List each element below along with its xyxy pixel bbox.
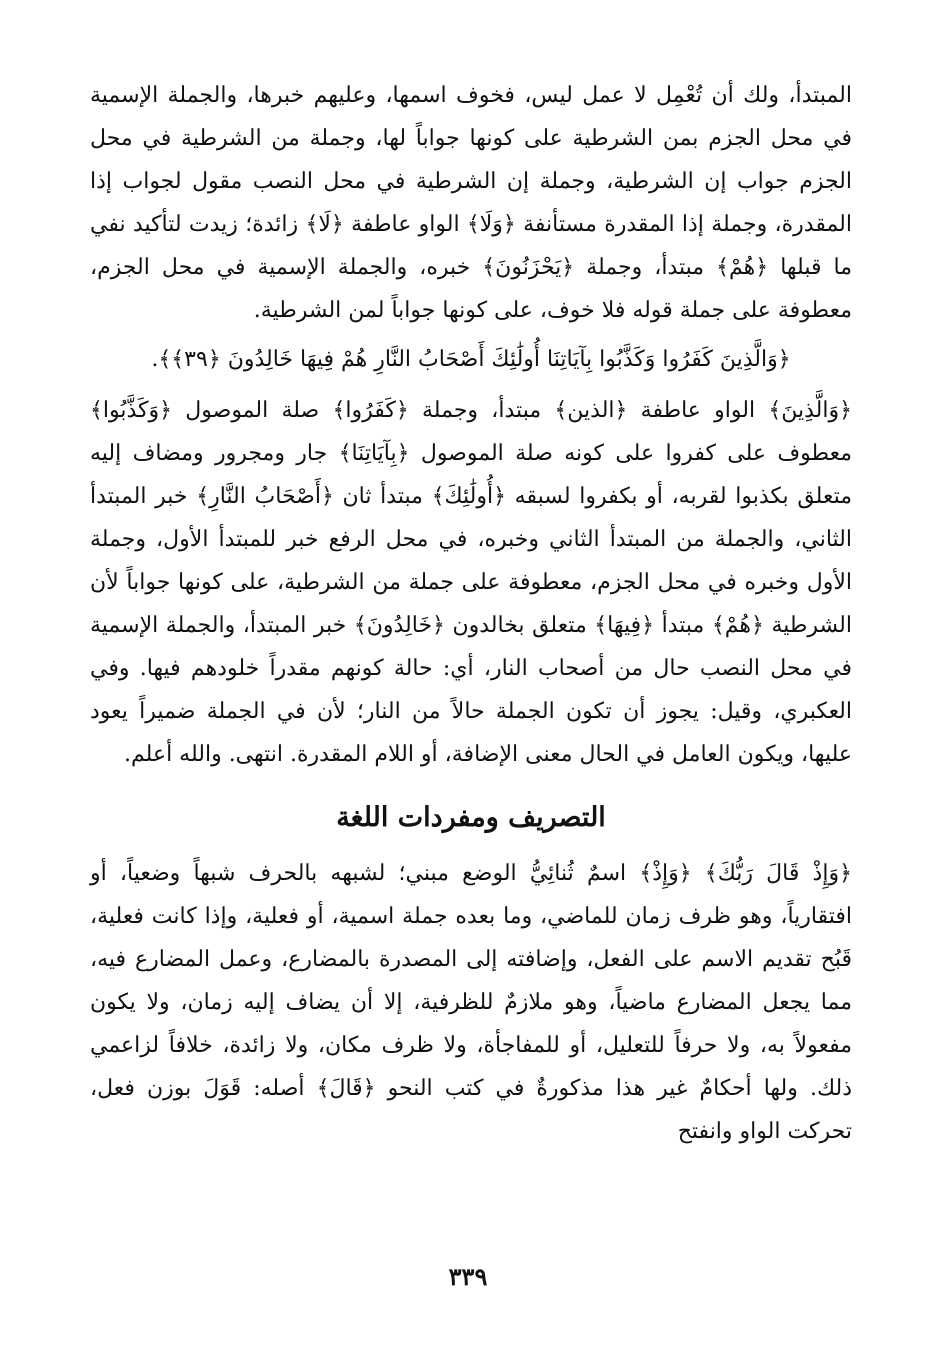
section-heading: التصريف ومفردات اللغة xyxy=(336,802,606,833)
quran-verse: ﴿وَالَّذِينَ كَفَرُوا وَكَذَّبُوا بِآيَاتِنَا أُولَٰئِكَ أَصْحَابُ النَّارِ هُمْ فِيهَا خَالِدُونَ ﴿٣٩﴾﴾. xyxy=(151,347,791,372)
body-paragraph-1: المبتدأ، ولك أن تُعْمِل لا عمل ليس، فخوف اسمها، وعليهم خبرها، والجملة الإسمية في محل الجزم بمن الشرطية على كونها جواباً لها، وجملة من الشرطية في محل الجزم جواب إن الشرطية، وجملة إن الشرطية في محل النصب مقول لجواب إذا المقدرة، وجملة إذا المقدرة مستأنفة ﴿وَلَا﴾ الواو عاطفة ﴿لَا﴾ زائدة؛ زيدت لتأكيد نفي ما قبلها ﴿هُمْ﴾ مبتدأ، وجملة ﴿يَحْزَنُونَ﴾ خبره، والجملة الإسمية في محل الجزم، معطوفة على جملة قوله فلا خوف، على كونها جواباً لمن الشرطية. xyxy=(90,83,852,323)
page-number: ٣٣٩ xyxy=(448,1262,488,1291)
body-paragraph-3: ﴿وَإِذْ قَالَ رَبُّكَ﴾ ﴿وَإِذْ﴾ اسمٌ ثُنائِيُّ الوضع مبني؛ لشبهه بالحرف شبهاً وضعياً، أو افتقارياً، وهو ظرف زمان للماضي، وما بعده جملة اسمية، أو فعلية، وإذا كانت فعلية، قَبُح تقديم الاسم على الفعل، وإضافته إلى المصدرة بالمضارع، وعمل المضارع فيه، مما يجعل المضارع ماضياً، وهو ملازمٌ للظرفية، إلا أن يضاف إليه زمان، ولا يكون مفعولاً به، ولا حرفاً للتعليل، أو للمفاجأة، ولا ظرف مكان، ولا زائدة، خلافاً لزاعمي ذلك. ولها أحكامٌ غير هذا مذكورةٌ في كتب النحو ﴿قَالَ﴾ أصله: قَوَلَ بوزن فعل، تحركت الواو وانفتح xyxy=(90,861,852,1144)
body-paragraph-2: ﴿وَالَّذِينَ﴾ الواو عاطفة ﴿الذين﴾ مبتدأ، وجملة ﴿كَفَرُوا﴾ صلة الموصول ﴿وَكَذَّبُوا﴾ معطوف على كفروا على كونه صلة الموصول ﴿بِآيَاتِنَا﴾ جار ومجرور ومضاف إليه متعلق بكذبوا لقربه، أو بكفروا لسبقه ﴿أُولَٰئِكَ﴾ مبتدأ ثان ﴿أَصْحَابُ النَّارِ﴾ خبر المبتدأ الثاني، والجملة من المبتدأ الثاني وخبره، في محل الرفع خبر للمبتدأ الأول، وجملة الأول وخبره في محل الجزم، معطوفة على جملة من الشرطية، على كونها جواباً لأن الشرطية ﴿هُمْ﴾ مبتدأ ﴿فِيهَا﴾ متعلق بخالدون ﴿خَالِدُونَ﴾ خبر المبتدأ، والجملة الإسمية في محل النصب حال من أصحاب النار، أي: حالة كونهم مقدراً خلودهم فيها. وفي العكبري، وقيل: يجوز أن تكون الجملة حالاً من النار؛ لأن في الجملة ضميراً يعود عليها، ويكون العامل في الحال معنى الإضافة، أو اللام المقدرة. انتهى. والله أعلم. xyxy=(90,398,852,767)
